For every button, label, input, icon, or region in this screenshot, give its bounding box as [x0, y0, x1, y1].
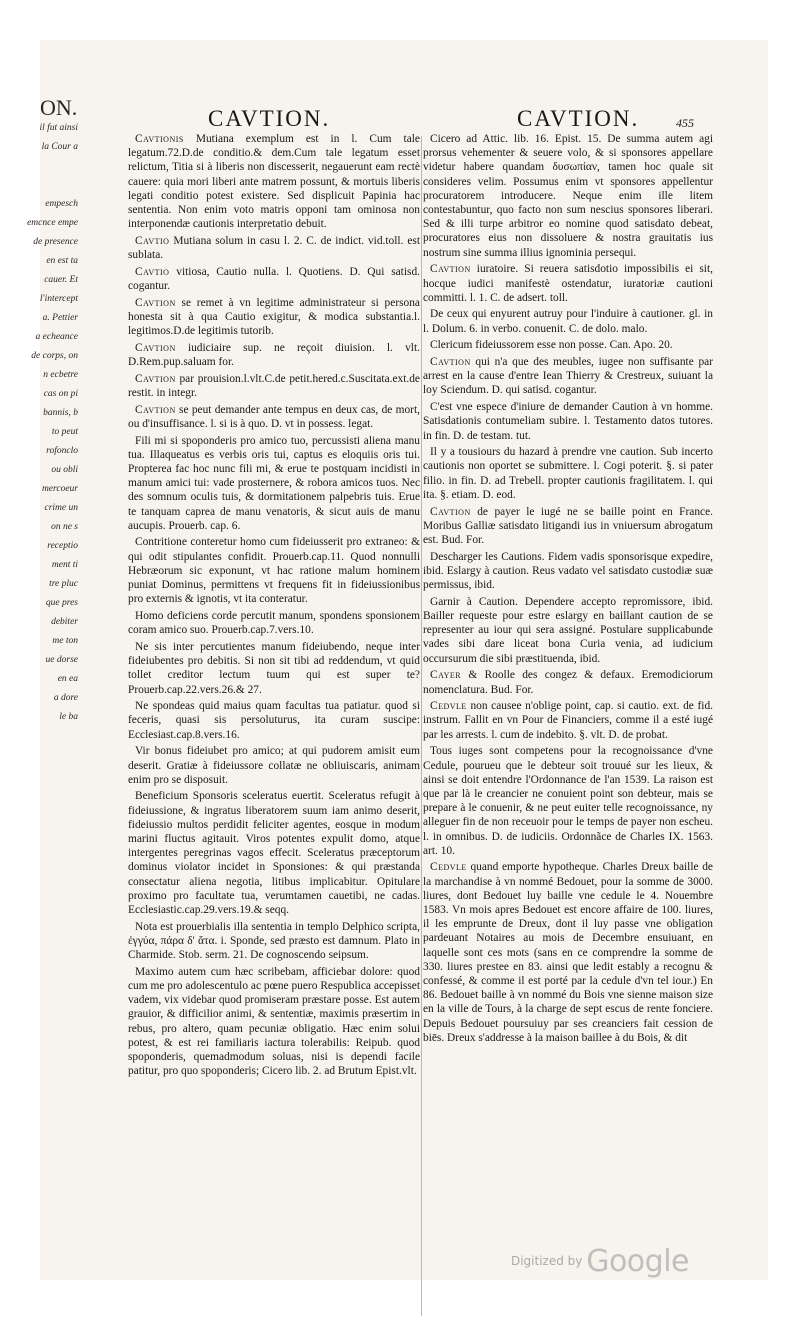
fragment-line: a dore — [53, 693, 78, 703]
entry-paragraph — [128, 699, 420, 742]
entry-text: Nota est prouerbialis illa sententia in templo Delphico scripta, ἐγγύα, πάρα δ' ἄτα. i. Sponde, sed præsto est damnum. Plato in Charmide. Stob. serm. 21. De cognoscendo seipsum. — [128, 920, 420, 962]
entry-text: Clericum fideiussorem esse non posse. Can. Apo. 20. — [430, 339, 673, 352]
entry-text: se remet à vn legitime administrateur si persona honesta sit à qua Cautio exigitur, & modica substantia.l. legitimos.D.de legitimis tutorib. — [128, 296, 420, 338]
fragment-line: debiter — [51, 617, 78, 627]
fragment-line: ue dorse — [45, 655, 78, 665]
fragment-line: le ba — [59, 712, 78, 722]
fragment-line: rofonclo — [46, 446, 78, 456]
entry-text: Ne sis inter percutientes manum fideiubendo, neque inter fideiubentes pro debitis. Si non sit tibi ad reddendum, vt quid tollet creditor lectum tuum qui est super te? Prouerb.cap.22.vers.26.& 27. — [128, 640, 420, 696]
entry-text: Mutiana solum in casu l. 2. C. de indict. vid.toll. est sublata. — [128, 234, 420, 262]
entry-text: C'est vne espece d'iniure de demander Caution à vn homme. Satisdationis contumeliam subire. l. Testamento datos tutores. in fin. D. de testam. tut. — [423, 401, 713, 442]
entry-headword: Cedvle — [430, 861, 467, 874]
entry-headword: Cayer — [430, 669, 462, 682]
entry-text: De ceux qui enyurent autruy pour l'induire à cautioner. gl. in l. Dolum. 6. in verbo. conuenit. C. de dolo. malo. — [423, 308, 713, 335]
entry-paragraph — [128, 535, 420, 606]
entry-text: qui n'a que des meubles, iugee non suffisante par arrest en la cause d'entre Iean Thierry & Crestreux, suiuant la loy Sciendum. D. qui satisd. cogantur. — [423, 356, 713, 397]
fragment-line — [27, 157, 78, 176]
entry-paragraph — [128, 434, 420, 533]
entry-text: Garnir à Caution. Dependere accepto repromissore, ibid. Bailler requeste pour estre eslargy en baillant caution de se representer au iour qui sera assigné. Postulare supplicabunde vades sibi dare liceat bona Curia venia, ad iudicium occursurum die sibi præstituenda, ibid. — [423, 595, 713, 665]
entry-text: Fili mi si spoponderis pro amico tuo, percussisti aliena manu tua. Illaqueatus es verbis oris tui, captus es eloquiis oris tui. Propterea fac hoc nunc fili mi, & erue te postquam incidisti in manum amici tui: vade prosternere, & robora amicos tuos. Nec des somnum oculis tuis, & dormitationem palpebris tuis. Erue te tanquam caprea de manu venatoris, & sicut auis de manu aucupis. Prouerb. cap. 6. — [128, 434, 420, 532]
entry-text: & Roolle des congez & defaux. Eremodiciorum nomenclatura. Bud. For. — [423, 669, 713, 696]
entry-text: Il y a tousiours du hazard à prendre vne caution. Sub incerto cautionis non oportet se submittere. l. Cogi poterit. §. si pater filio. in fin. D. ad Trebell. propter cautionis fragilitatem. l. qui ita. §. etiam. D. eod. — [423, 446, 713, 501]
entry-paragraph — [423, 307, 713, 335]
entry-paragraph — [128, 965, 420, 1079]
entry-paragraph — [423, 595, 713, 666]
entry-headword: Cedvle — [430, 700, 467, 713]
entry-paragraph — [128, 609, 420, 637]
fragment-line: de corps, on — [31, 351, 78, 361]
entry-paragraph — [128, 341, 420, 369]
entry-headword: Cavtion — [135, 296, 176, 309]
entry-text: vitiosa, Cautio nulla. l. Quotiens. D. Qui satisd. cogantur. — [128, 265, 420, 293]
entry-paragraph — [128, 234, 420, 262]
entry-text: Homo deficiens corde percutit manum, spondens sponsionem coram amico suo. Prouerb.cap.7.vers.10. — [128, 610, 420, 637]
entry-paragraph — [423, 445, 713, 502]
fragment-line: que pres — [45, 598, 78, 608]
fragment-line: il fut ainsi — [39, 123, 78, 133]
entry-text: Maximo autem cum hæc scribebam, afficiebar dolore: quod cum me pro adolescentulo ac pœne puero Respublica accepisset vadem, vix videbar quod promiseram præstare posse. Est autem grauior, & difficilior animi, & sententiæ, maximis præsertim in rebus, pro altero, quam pecuniæ obligatio. Hæc enim solui potest, & est rei familiaris iactura tolerabilis: Reipub. quod spoponderis, quemadmodum soluas, nisi is dependi facile patitur, pro quo spoponderis; Cicero lib. 2. ad Brutum Epist.vlt. — [128, 965, 420, 1078]
entry-paragraph — [128, 132, 420, 231]
fragment-line: ment ti — [51, 560, 78, 570]
fragment-line: de presence — [33, 237, 78, 247]
entry-text: Descharger les Cautions. Fidem vadis sponsorisque expedire, ibid. Eslargy à caution. Reus vadato vel satisdato custodiæ suæ permissus, ibid. — [423, 550, 713, 592]
book-page — [27, 40, 768, 1280]
google-logo-text: Google — [586, 1244, 689, 1279]
entry-headword: Cavtion — [430, 263, 471, 276]
entry-text: iuratoire. Si reuera satisdotio impossibilis ei sit, hocque iudici manifestè ostendatur, iuratoriæ cautioni committi. l. 1. C. de adsert. toll. — [423, 263, 713, 304]
entry-headword: Cavtion — [430, 505, 471, 518]
entry-paragraph — [128, 296, 420, 339]
fragment-line: bannis, b — [43, 408, 78, 418]
fragment-line: en ea — [57, 674, 78, 684]
fragment-line — [27, 176, 78, 195]
previous-page-fragment — [27, 95, 80, 795]
fragment-line: emcnce empe — [27, 218, 78, 228]
fragment-line: mercoeur — [41, 484, 78, 494]
entry-text: Cicero ad Attic. lib. 16. Epist. 15. De summa autem agi prorsus vehementer & seuere volo, & si sponsores appellare videtur habere quandam δυσωπίαν, tamen hoc quale sit consideres velim. Possumus enim vt sponsores appellentur procuratorem introducere. Neque enim ille litem contestabuntur, quo facto non sum nescius sponsores liberari. Sed & illi turpe arbitror eo nomine quod satisdato debeat, procuratores eius non dissoluere & nostra grauitatis ius nostrum sine summa illius ignominia persequi. — [423, 133, 713, 259]
entry-text: Beneficium Sponsoris sceleratus euertit. Sceleratus refugit à fideiussione, & ingratus liberatorem suum iam animo deserit, fideiussio multos perdidit feliciter agentes, eosque in modum marini fluctus agitauit. Viros potentes expulit domo, atque intergentes peregrinas vagos effecit. Sceleratus præceptorum dominus violator incidet in Sponsiones: & qui præstanda consectatur aliena negotia, litibus implicabitur. Opitulare proximo pro facultate tua, verumtamen cauetibi, ne cadas. Ecclesiastic.cap.29.vers.19.& seqq. — [128, 790, 420, 917]
entry-paragraph — [128, 744, 420, 787]
entry-paragraph — [423, 338, 713, 352]
entry-paragraph — [128, 920, 420, 963]
entry-paragraph — [423, 699, 713, 742]
fragment-line: cauer. Et — [44, 275, 78, 285]
entry-paragraph — [423, 505, 713, 548]
entry-paragraph — [423, 355, 713, 398]
entry-paragraph — [128, 265, 420, 293]
column-rule — [421, 136, 422, 1316]
entry-text: Contritione conteretur homo cum fideiusserit pro extraneo: & qui odit stipulantes confidit. Prouerb.cap.11. Quod nonnulli Hebræorum sic exponunt, vt hac ratione malum hominem puniat Dominus, permittens vt frequens fit in fideiussionibus pro externis & ignotis, vt ita conteratur. — [128, 536, 420, 606]
entry-text: se peut demander ante tempus en deux cas, de mort, ou d'insuffisance. l. si is à quo. D. vt in possess. legat. — [128, 403, 420, 430]
fragment-line: la Cour a — [41, 142, 78, 152]
fragment-line: on ne s — [51, 522, 78, 532]
right-column — [423, 132, 713, 1048]
entry-paragraph — [423, 860, 713, 1045]
running-head-right: CAVTION. — [517, 106, 640, 131]
fragment-heading: ON. — [40, 95, 78, 120]
running-head-left: CAVTION. — [208, 106, 331, 131]
entry-text: Tous iuges sont competens pour la recognoissance d'vne Cedule, pourueu que le debteur soit trouué sur les lieux, & ainsi se doit entendre l'Ordonnance de l'an 1539. La raison est que par là le creancier ne conuient point son debteur, mais se prepare à le conuenir, & ne peut euiter telle recognoissance, ny alleguer fin de non receuoir pour le temps de payer non escheu. l. in omnibus. D. de iudiciis. Ordonnãce de Charles IX. 1563. art. 10. — [423, 745, 713, 857]
entry-text: non causee n'oblige point, cap. si cautio. ext. de fid. instrum. Fallit en vn Pour de Financiers, comme il a esté iugé par les arrests. l. cum de indebito. §. vlt. D. de probat. — [423, 700, 713, 741]
fragment-line: me ton — [52, 636, 78, 646]
fragment-line: a echeance — [35, 332, 78, 342]
entry-headword: Cavtion — [135, 341, 176, 354]
entry-paragraph — [128, 403, 420, 431]
entry-paragraph — [423, 744, 713, 858]
fragment-line: receptio — [47, 541, 78, 551]
fragment-line: crime un — [44, 503, 78, 513]
fragment-line: tre pluc — [49, 579, 78, 589]
page-number: 455 — [676, 116, 694, 130]
fragment-line: to peut — [51, 427, 78, 437]
entry-headword: Cavtio — [135, 265, 170, 278]
entry-paragraph — [128, 640, 420, 697]
entry-text: par prouision.l.vlt.C.de petit.hered.c.Suscitata.ext.de restit. in integr. — [128, 372, 420, 399]
entry-paragraph — [423, 550, 713, 593]
fragment-line: cas on pi — [43, 389, 78, 399]
entry-paragraph — [423, 262, 713, 305]
entry-headword: Cavtio — [135, 234, 170, 247]
entry-text: Vir bonus fideiubet pro amico; at qui pudorem amisit eum deserit. Gratiæ à fideiussore collatæ ne obliuiscaris, animam enim pro se disposuit. — [128, 745, 420, 786]
entry-text: quand emporte hypotheque. Charles Dreux baille de la marchandise à vn nommé Bedouet, pour la somme de 3000. liures, dont Bedouet luy baille vne cedule le 4. Nouembre 1583. Vn mois apres Bedouet est encore affaire de 100. liures, il les emprunte de Dreux, dont il luy passe vne obligation pardeuant Notaires au mois de Decembre ensuiuant, en laquelle sont ces mots (sans en ce comprendre la somme de 330. liures prestee en 83. ainsi que ledit estably a recognu & confessé, & comme il est porté par la cedule d'vn tel iour.) En 86. Bedouet baille à vn nommé du Bois vne sienne maison size en la ville de Tours, à la charge de sept escus de rente fonciere. Depuis Bedouet poursuiuy par ses creanciers fait cession de biēs. Dreux s'addresse à la maison baillee à du Bois, & dit — [423, 861, 713, 1044]
fragment-line: en est ta — [46, 256, 78, 266]
entry-text: iudiciaire sup. ne reçoit diuision. l. vlt. D.Rem.pup.saluam for. — [128, 341, 420, 369]
entry-headword: Cavtion — [135, 372, 176, 385]
entry-text: Mutiana exemplum est in l. Cum tale legatum.72.D.de conditio.& dem.Cum tale legatum esset relictum, Titia si à liberis non discesserit, negauerunt eam rectè cauere: quia mori liberi ante matrem possunt, & mortuis liberis legati conditio potest existere. Sed displicuit Papinia hac sententia. Non enim voto matris opponi tam ominosa non interponendæ cautionis interpretatio debuit. — [128, 133, 420, 231]
left-column — [128, 132, 420, 1081]
entry-headword: Cavtion — [430, 356, 471, 369]
entry-paragraph — [423, 132, 713, 260]
fragment-lines — [27, 119, 78, 727]
entry-text: Ne spondeas quid maius quam facultas tua patiatur. quod si feceris, quasi sis persoluturus, ita curam suscipe: Ecclesiast.cap.8.vers.16. — [128, 700, 420, 741]
fragment-line: n ecbetre — [43, 370, 78, 380]
entry-text: de payer le iugé ne se baille point en France. Moribus Galliæ satisdato litigandi ius in vniuersum abrogatum est. Bud. For. — [423, 505, 713, 546]
fragment-line: empesch — [45, 199, 78, 209]
fragment-line: ou obli — [51, 465, 78, 475]
fragment-line: a. Pettier — [42, 313, 78, 323]
entry-headword: Cavtionis — [135, 133, 184, 145]
entry-paragraph — [128, 372, 420, 400]
entry-paragraph — [128, 789, 420, 917]
entry-paragraph — [423, 668, 713, 696]
entry-paragraph — [423, 400, 713, 443]
fragment-line: l'intercept — [39, 294, 78, 304]
entry-headword: Cavtion — [135, 403, 176, 416]
watermark-prefix: Digitized by — [510, 1254, 583, 1268]
digitized-watermark — [511, 1244, 689, 1279]
